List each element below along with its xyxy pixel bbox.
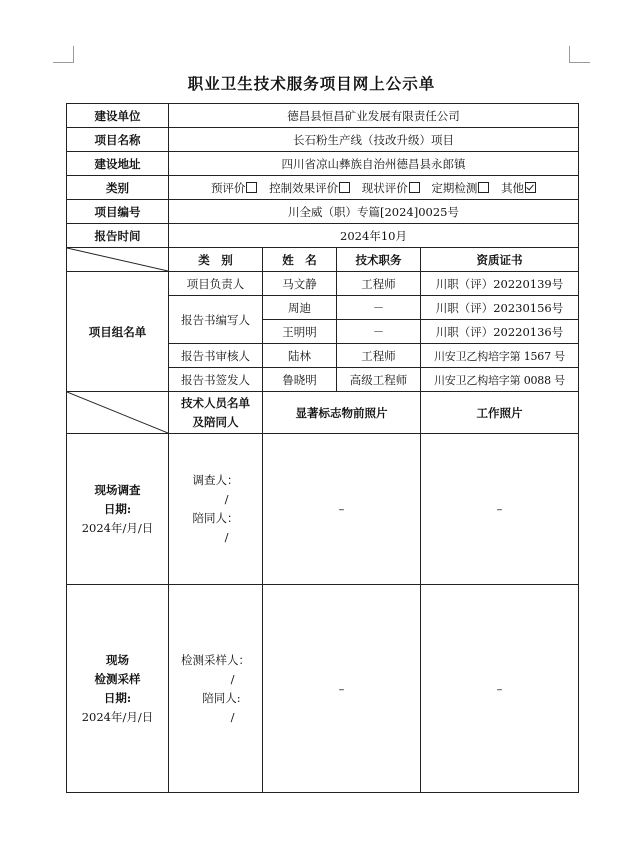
member-role: 报告书签发人 — [169, 368, 263, 392]
sampling-row — [67, 585, 579, 793]
sampling-landmark-photo: – — [263, 585, 421, 793]
project-number-label: 项目编号 — [67, 200, 169, 224]
corner-mark-top-left — [53, 46, 74, 63]
team-label: 项目组名单 — [67, 272, 169, 392]
row-category — [67, 176, 579, 200]
team-header-title: 技术职务 — [337, 248, 421, 272]
survey-staff — [169, 434, 263, 585]
member-name: 周迪 — [263, 296, 337, 320]
diagonal-line — [67, 248, 168, 271]
notice-form-table — [66, 103, 579, 793]
companion-value: / — [230, 709, 235, 724]
project-name-value: 长石粉生产线（技改升级）项目 — [169, 128, 579, 152]
member-name: 陆林 — [263, 344, 337, 368]
team-header-row — [67, 248, 579, 272]
survey-landmark-photo: – — [263, 434, 421, 585]
photo-header-landmark: 显著标志物前照片 — [263, 392, 421, 434]
row-construction-address — [67, 152, 579, 176]
category-option-status-evaluation: 现状评价 — [362, 181, 420, 195]
sampling-staff — [169, 585, 263, 793]
checkbox-icon[interactable] — [409, 182, 420, 193]
construction-address-value: 四川省凉山彝族自治州德昌县永郎镇 — [169, 152, 579, 176]
project-name-label: 项目名称 — [67, 128, 169, 152]
construction-address-label: 建设地址 — [67, 152, 169, 176]
member-role: 报告书审核人 — [169, 344, 263, 368]
page-title: 职业卫生技术服务项目网上公示单 — [187, 74, 436, 93]
photo-header-work: 工作照片 — [421, 392, 579, 434]
member-cert: 川职（评）20230156号 — [421, 296, 579, 320]
member-role: 报告书编写人 — [169, 296, 263, 344]
team-header-name: 姓 名 — [263, 248, 337, 272]
diagonal-line — [67, 392, 168, 433]
member-title: 工程师 — [337, 344, 421, 368]
sampling-work-photo: – — [421, 585, 579, 793]
investigator-label: 调查人： — [192, 473, 239, 487]
diagonal-header-cell — [67, 392, 169, 434]
sampler-label: 检测采样人： — [181, 652, 250, 667]
member-title: 高级工程师 — [337, 368, 421, 392]
team-member-row — [67, 272, 579, 296]
report-time-value: 2024年10月 — [169, 224, 579, 248]
member-cert: 川职（评）20220139号 — [421, 272, 579, 296]
checkbox-icon[interactable] — [339, 182, 350, 193]
survey-work-photo: – — [421, 434, 579, 585]
construction-unit-value: 德昌县恒昌矿业发展有限责任公司 — [169, 104, 579, 128]
row-project-name — [67, 128, 579, 152]
member-cert: 川安卫乙构培字第 1567 号 — [421, 344, 579, 368]
checkbox-icon[interactable] — [246, 182, 257, 193]
investigator-value: / — [224, 492, 229, 506]
sampling-date-label: 现场 检测采样 日期: 2024年/月/日 — [67, 585, 169, 793]
member-name: 王明明 — [263, 320, 337, 344]
project-number-value: 川全威（职）专篇[2024]0025号 — [169, 200, 579, 224]
companion-label: 陪同人： — [192, 511, 239, 525]
checkbox-icon[interactable] — [478, 182, 489, 193]
category-option-periodic-test: 定期检测 — [431, 181, 489, 195]
sampling-date-value: 2024年/月/日 — [81, 709, 154, 724]
member-cert: 川职（评）20220136号 — [421, 320, 579, 344]
member-role: 项目负责人 — [169, 272, 263, 296]
row-report-time — [67, 224, 579, 248]
row-construction-unit — [67, 104, 579, 128]
survey-row — [67, 434, 579, 585]
corner-mark-top-right — [569, 46, 590, 63]
team-header-role: 类 别 — [169, 248, 263, 272]
category-options — [169, 176, 579, 200]
category-label: 类别 — [67, 176, 169, 200]
member-title: － — [337, 296, 421, 320]
category-option-control-effect: 控制效果评价 — [269, 181, 350, 195]
companion-label: 陪同人: — [202, 690, 241, 705]
companion-value: / — [224, 530, 229, 544]
member-title: 工程师 — [337, 272, 421, 296]
member-cert: 川安卫乙构培字第 0088 号 — [421, 368, 579, 392]
member-title: － — [337, 320, 421, 344]
category-option-other: 其他 — [501, 181, 536, 195]
survey-date-label: 现场调查 日期: 2024年/月/日 — [67, 434, 169, 585]
construction-unit-label: 建设单位 — [67, 104, 169, 128]
row-project-number — [67, 200, 579, 224]
sampler-value: / — [230, 671, 235, 686]
category-option-pre-evaluation: 预评价 — [211, 181, 258, 195]
photo-header-row — [67, 392, 579, 434]
member-name: 马文静 — [263, 272, 337, 296]
member-name: 鲁晓明 — [263, 368, 337, 392]
diagonal-header-cell — [67, 248, 169, 272]
photo-header-staff: 技术人员名单 及陪同人 — [169, 392, 263, 434]
report-time-label: 报告时间 — [67, 224, 169, 248]
checked-checkbox-icon[interactable] — [525, 182, 536, 193]
team-header-cert: 资质证书 — [421, 248, 579, 272]
survey-date-value: 2024年/月/日 — [81, 520, 154, 535]
